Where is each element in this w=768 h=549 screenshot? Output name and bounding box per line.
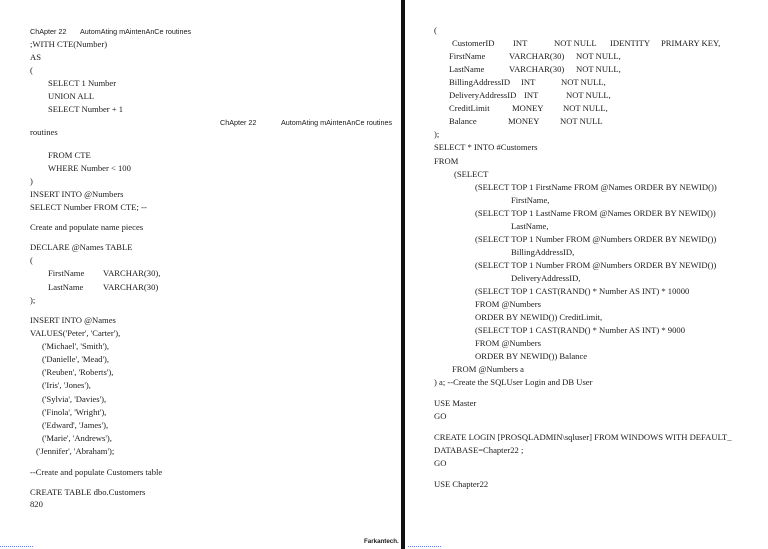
code-line: ) a; --Create the SQLUser Login and DB User [434, 377, 593, 387]
code-line: Create and populate name pieces [30, 222, 144, 232]
code-line: NOT NULL, [561, 77, 606, 87]
code-line: ('Edward', 'James'), [42, 420, 109, 430]
code-line: INT [524, 90, 539, 100]
repeated-header-title: AutomAting mAintenAnCe routines [281, 118, 393, 127]
code-line: INT [521, 77, 536, 87]
code-line: DECLARE @Names TABLE [30, 242, 133, 252]
code-line: FirstName [449, 51, 486, 61]
code-line: NOT NULL [554, 38, 597, 48]
right-page [406, 0, 768, 549]
code-line: NOT NULL, [563, 103, 608, 113]
code-line: LastName [48, 282, 84, 292]
code-line: (SELECT TOP 1 FirstName FROM @Names ORDER BY NEWID()) [475, 182, 717, 192]
code-line: INSERT INTO @Numbers [30, 189, 124, 199]
page-number: 820 [30, 499, 43, 509]
code-line: FROM @Numbers [475, 299, 541, 309]
code-line: GO [434, 411, 447, 421]
code-line: VARCHAR(30) [509, 51, 565, 61]
code-line: ( [434, 25, 437, 35]
code-line: (SELECT TOP 1 Number FROM @Numbers ORDER BY NEWID()) [475, 260, 717, 270]
code-line: (SELECT TOP 1 CAST(RAND() * Number AS INT) * 9000 [475, 325, 685, 335]
watermark: Farkantech. [364, 538, 399, 545]
code-line: (SELECT TOP 1 LastName FROM @Names ORDER BY NEWID()) [475, 208, 716, 218]
code-line: GO [434, 458, 447, 468]
code-line: ORDER BY NEWID()) Balance [475, 351, 588, 361]
code-line: NOT NULL, [566, 90, 611, 100]
code-line: ('Sylvia', 'Davies'), [42, 394, 107, 404]
code-line: SELECT * INTO #Customers [434, 142, 538, 152]
code-line: CreditLimit [449, 103, 490, 113]
code-line: ;WITH CTE(Number) [30, 39, 108, 49]
code-line: FROM CTE [48, 150, 91, 160]
code-line: FROM @Numbers a [452, 364, 524, 374]
code-line: MONEY [508, 116, 540, 126]
code-line: ('Finola', 'Wright'), [42, 407, 107, 417]
code-line: Balance [449, 116, 477, 126]
code-line: ( [30, 65, 33, 75]
code-line: LastName [449, 64, 485, 74]
code-line: VARCHAR(30) [509, 64, 565, 74]
running-header-title: AutomAting mAintenAnCe routines [80, 27, 192, 36]
dotted-rule [408, 546, 442, 547]
code-line: USE Master [434, 398, 477, 408]
code-line: BillingAddressID, [511, 247, 575, 257]
code-line: NOT NULL, [576, 51, 621, 61]
code-line: INT [513, 38, 528, 48]
code-line: SELECT Number + 1 [48, 104, 124, 114]
dotted-rule [0, 546, 34, 547]
code-line: CREATE TABLE dbo.Customers [30, 487, 146, 497]
code-line: FROM [434, 156, 459, 166]
code-line: NOT NULL [560, 116, 603, 126]
code-line: ( [30, 255, 33, 265]
code-line: DeliveryAddressID, [511, 273, 581, 283]
code-line: IDENTITY [610, 38, 651, 48]
page-divider [401, 0, 405, 549]
code-line: UNION ALL [48, 91, 95, 101]
code-line: FirstName, [511, 195, 550, 205]
code-line: ('Iris', 'Jones'), [42, 380, 91, 390]
code-line: SELECT 1 Number [48, 78, 117, 88]
code-line: ('Reuben', 'Roberts'), [42, 367, 114, 377]
repeated-header-chapter: ChApter 22 [220, 118, 257, 127]
code-line: NOT NULL, [576, 64, 621, 74]
code-line: VARCHAR(30) [103, 282, 159, 292]
code-line: CREATE LOGIN [PROSQLADMIN\sqluser] FROM WINDOWS WITH DEFAULT_ [434, 432, 732, 442]
code-line: ('Michael', 'Smith'), [42, 341, 110, 351]
code-line: (SELECT TOP 1 CAST(RAND() * Number AS INT) * 10000 [475, 286, 690, 296]
code-line: INSERT INTO @Names [30, 315, 116, 325]
code-line: ORDER BY NEWID()) CreditLimit, [475, 312, 603, 322]
code-line: ) [30, 176, 33, 186]
code-line: ('Marie', 'Andrews'), [42, 433, 112, 443]
code-line: ('Danielle', 'Mead'), [42, 354, 110, 364]
code-line: --Create and populate Customers table [30, 467, 163, 477]
code-line: MONEY [512, 103, 544, 113]
code-line: FirstName [48, 268, 85, 278]
code-line: WHERE Number < 100 [48, 163, 131, 173]
code-line: SELECT Number FROM CTE; -- [30, 202, 147, 212]
code-line: DATABASE=Chapter22 ; [434, 445, 524, 455]
code-line: (SELECT [454, 169, 489, 179]
code-line: FROM @Numbers [475, 338, 541, 348]
code-line: ('Jennifer', 'Abraham'); [36, 446, 115, 456]
code-line: (SELECT TOP 1 Number FROM @Numbers ORDER BY NEWID()) [475, 234, 717, 244]
code-line: routines [30, 127, 58, 137]
code-line: LastName, [511, 221, 549, 231]
code-line: CustomerID [452, 38, 495, 48]
code-line: BillingAddressID [449, 77, 511, 87]
code-line: PRIMARY KEY, [661, 38, 721, 48]
code-line: ); [434, 129, 440, 139]
code-line: ); [30, 295, 36, 305]
code-line: USE Chapter22 [434, 479, 489, 489]
running-header-chapter: ChApter 22 [30, 27, 67, 36]
code-line: VARCHAR(30), [103, 268, 161, 278]
code-line: DeliveryAddressID [449, 90, 517, 100]
code-line: VALUES('Peter', 'Carter'), [30, 328, 121, 338]
code-line: AS [30, 52, 41, 62]
